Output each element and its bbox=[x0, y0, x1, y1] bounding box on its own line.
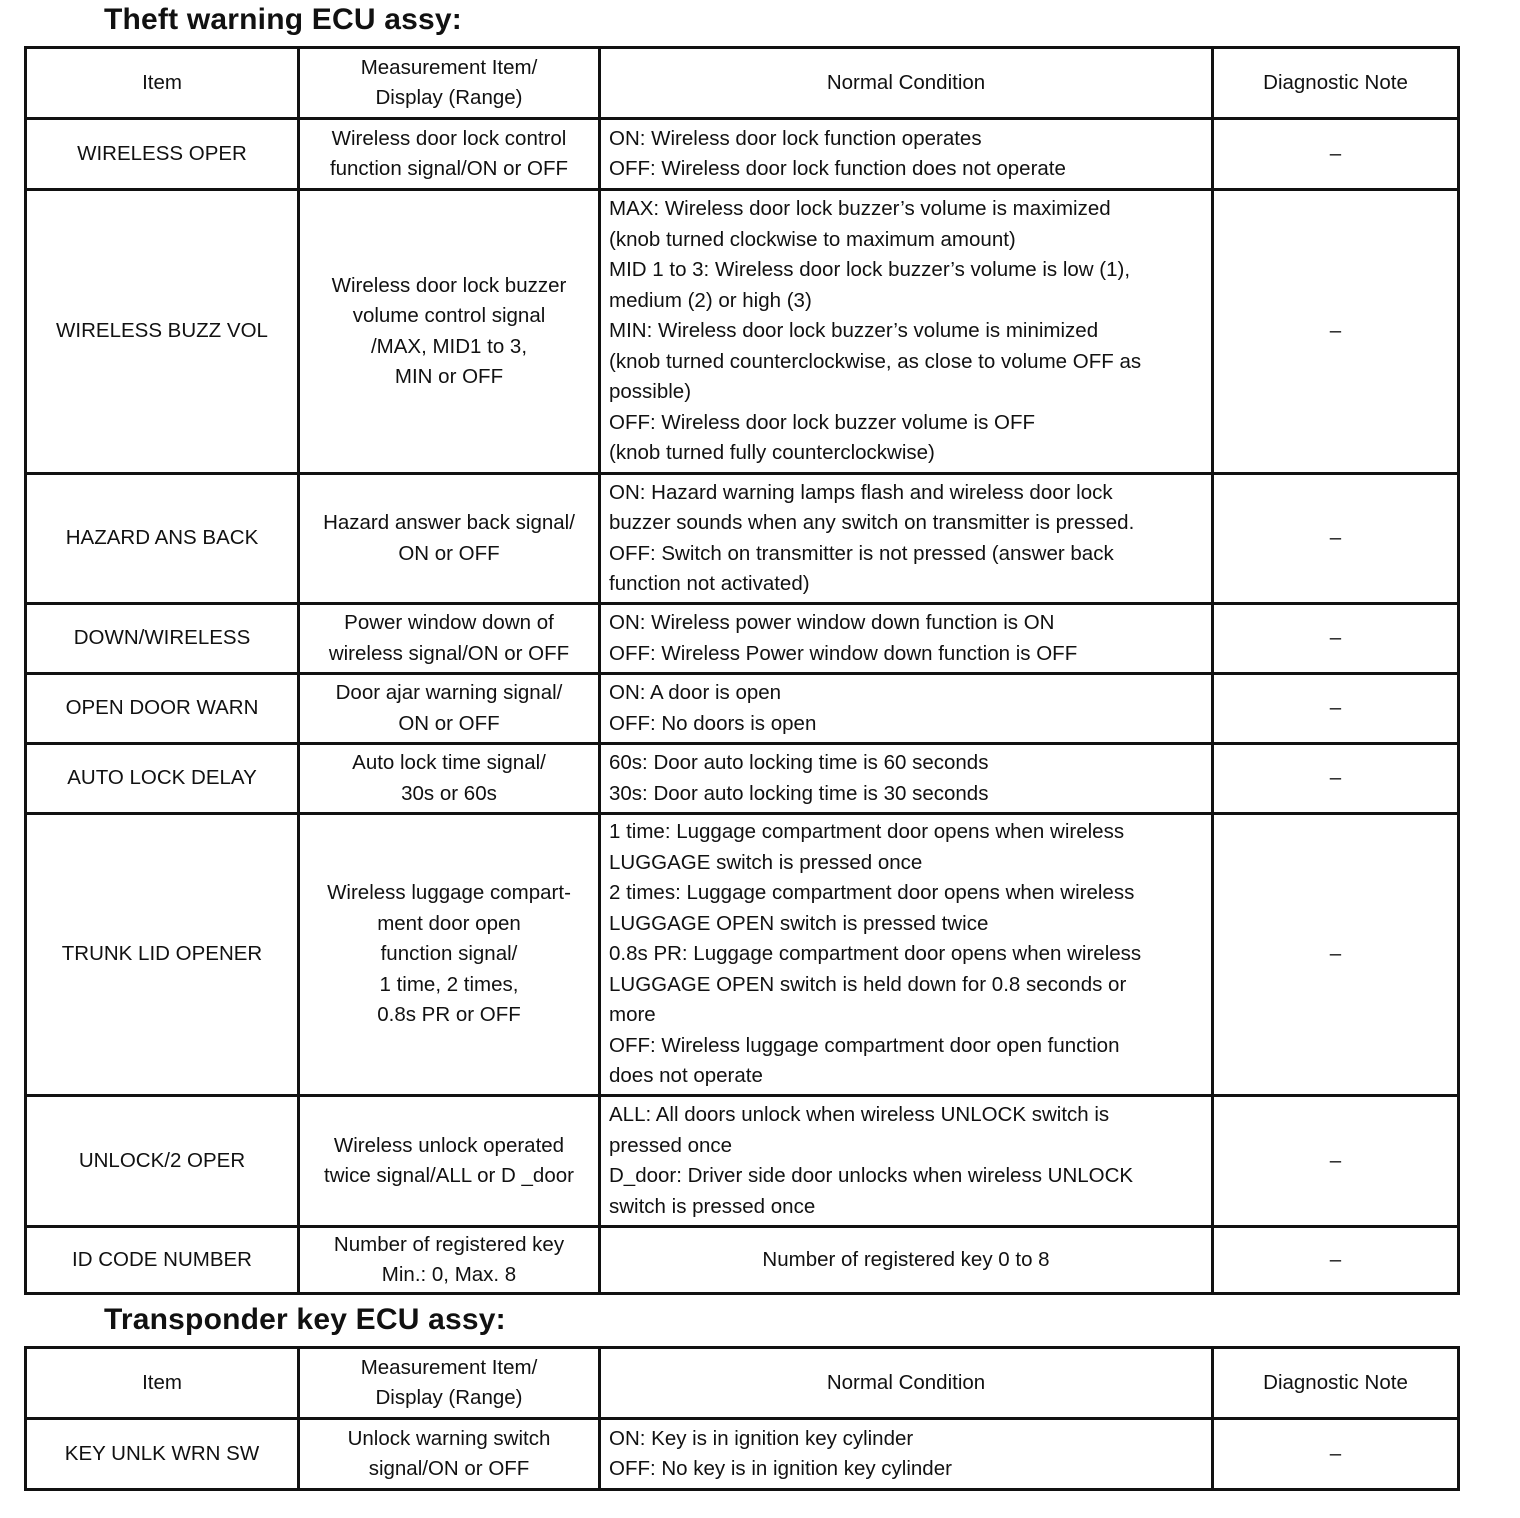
table-row bbox=[26, 814, 1459, 1096]
section-title-transponder-key: Transponder key ECU assy: bbox=[104, 1303, 506, 1336]
item-cell: AUTO LOCK DELAY bbox=[26, 744, 299, 814]
measurement-cell: Wireless door lock control function signal/ON or OFF bbox=[299, 119, 600, 190]
header-item: Item bbox=[26, 48, 299, 119]
measurement-cell: Power window down of wireless signal/ON or OFF bbox=[299, 604, 600, 674]
measurement-cell: Unlock warning switch signal/ON or OFF bbox=[299, 1419, 600, 1490]
normal-condition-cell: ALL: All doors unlock when wireless UNLOCK switch is pressed once D_door: Driver side door unlocks when wireless UNLOCK switch is pressed once bbox=[600, 1096, 1213, 1227]
measurement-cell: Auto lock time signal/ 30s or 60s bbox=[299, 744, 600, 814]
normal-condition-cell: 1 time: Luggage compartment door opens when wireless LUGGAGE switch is pressed once 2 times: Luggage compartment door opens when wireless LUGGAGE OPEN switch is pressed twice 0.8s PR: Luggage compartment door opens when wireless LUGGAGE OPEN switch is held down for 0.8 seconds or more OFF: Wireless luggage compartment door open function does not operate bbox=[600, 814, 1213, 1096]
normal-condition-cell: ON: A door is open OFF: No doors is open bbox=[600, 674, 1213, 744]
diagnostic-note-cell: – bbox=[1213, 474, 1459, 604]
normal-condition-cell: ON: Wireless power window down function is ON OFF: Wireless Power window down function is OFF bbox=[600, 604, 1213, 674]
diagnostic-note-cell: – bbox=[1213, 1227, 1459, 1294]
measurement-cell: Number of registered key Min.: 0, Max. 8 bbox=[299, 1227, 600, 1294]
item-cell: WIRELESS OPER bbox=[26, 119, 299, 190]
item-cell: HAZARD ANS BACK bbox=[26, 474, 299, 604]
measurement-cell: Hazard answer back signal/ ON or OFF bbox=[299, 474, 600, 604]
normal-condition-cell: ON: Wireless door lock function operates OFF: Wireless door lock function does not operate bbox=[600, 119, 1213, 190]
theft-warning-table bbox=[24, 46, 1460, 1295]
item-cell: KEY UNLK WRN SW bbox=[26, 1419, 299, 1490]
header-diagnostic-note: Diagnostic Note bbox=[1213, 1348, 1459, 1419]
normal-condition-cell: Number of registered key 0 to 8 bbox=[600, 1227, 1213, 1294]
table-row bbox=[26, 674, 1459, 744]
diagnostic-note-cell: – bbox=[1213, 674, 1459, 744]
diagnostic-note-cell: – bbox=[1213, 604, 1459, 674]
measurement-cell: Wireless unlock operated twice signal/ALL or D _door bbox=[299, 1096, 600, 1227]
table-row bbox=[26, 1096, 1459, 1227]
item-cell: ID CODE NUMBER bbox=[26, 1227, 299, 1294]
normal-condition-cell: 60s: Door auto locking time is 60 seconds 30s: Door auto locking time is 30 seconds bbox=[600, 744, 1213, 814]
header-normal-condition: Normal Condition bbox=[600, 1348, 1213, 1419]
table-row bbox=[26, 1419, 1459, 1490]
diagnostic-note-cell: – bbox=[1213, 190, 1459, 474]
item-cell: WIRELESS BUZZ VOL bbox=[26, 190, 299, 474]
measurement-cell: Wireless luggage compart- ment door open function signal/ 1 time, 2 times, 0.8s PR or OFF bbox=[299, 814, 600, 1096]
header-normal-condition: Normal Condition bbox=[600, 48, 1213, 119]
item-cell: OPEN DOOR WARN bbox=[26, 674, 299, 744]
item-cell: TRUNK LID OPENER bbox=[26, 814, 299, 1096]
normal-condition-cell: ON: Hazard warning lamps flash and wireless door lock buzzer sounds when any switch on transmitter is pressed. OFF: Switch on transmitter is not pressed (answer back function not activated) bbox=[600, 474, 1213, 604]
item-cell: DOWN/WIRELESS bbox=[26, 604, 299, 674]
diagnostic-note-cell: – bbox=[1213, 1096, 1459, 1227]
measurement-cell: Door ajar warning signal/ ON or OFF bbox=[299, 674, 600, 744]
table-row bbox=[26, 744, 1459, 814]
table-row bbox=[26, 119, 1459, 190]
normal-condition-cell: MAX: Wireless door lock buzzer’s volume is maximized (knob turned clockwise to maximum amount) MID 1 to 3: Wireless door lock buzzer’s volume is low (1), medium (2) or high (3) MIN: Wireless door lock buzzer’s volume is minimized (knob turned counterclockwise, as close to volume OFF as possible) OFF: Wireless door lock buzzer volume is OFF (knob turned fully counterclockwise) bbox=[600, 190, 1213, 474]
diagnostic-note-cell: – bbox=[1213, 119, 1459, 190]
header-item: Item bbox=[26, 1348, 299, 1419]
diagnostic-note-cell: – bbox=[1213, 1419, 1459, 1490]
table-row bbox=[26, 190, 1459, 474]
header-measurement: Measurement Item/ Display (Range) bbox=[299, 1348, 600, 1419]
section-title-theft-warning: Theft warning ECU assy: bbox=[104, 3, 462, 36]
diagnostic-note-cell: – bbox=[1213, 744, 1459, 814]
measurement-cell: Wireless door lock buzzer volume control signal /MAX, MID1 to 3, MIN or OFF bbox=[299, 190, 600, 474]
table-row bbox=[26, 474, 1459, 604]
header-diagnostic-note: Diagnostic Note bbox=[1213, 48, 1459, 119]
header-measurement: Measurement Item/ Display (Range) bbox=[299, 48, 600, 119]
normal-condition-cell: ON: Key is in ignition key cylinder OFF: No key is in ignition key cylinder bbox=[600, 1419, 1213, 1490]
item-cell: UNLOCK/2 OPER bbox=[26, 1096, 299, 1227]
diagnostic-note-cell: – bbox=[1213, 814, 1459, 1096]
table-row bbox=[26, 604, 1459, 674]
table-row bbox=[26, 1227, 1459, 1294]
header-row bbox=[26, 48, 1459, 119]
transponder-key-table bbox=[24, 1346, 1460, 1491]
header-row bbox=[26, 1348, 1459, 1419]
